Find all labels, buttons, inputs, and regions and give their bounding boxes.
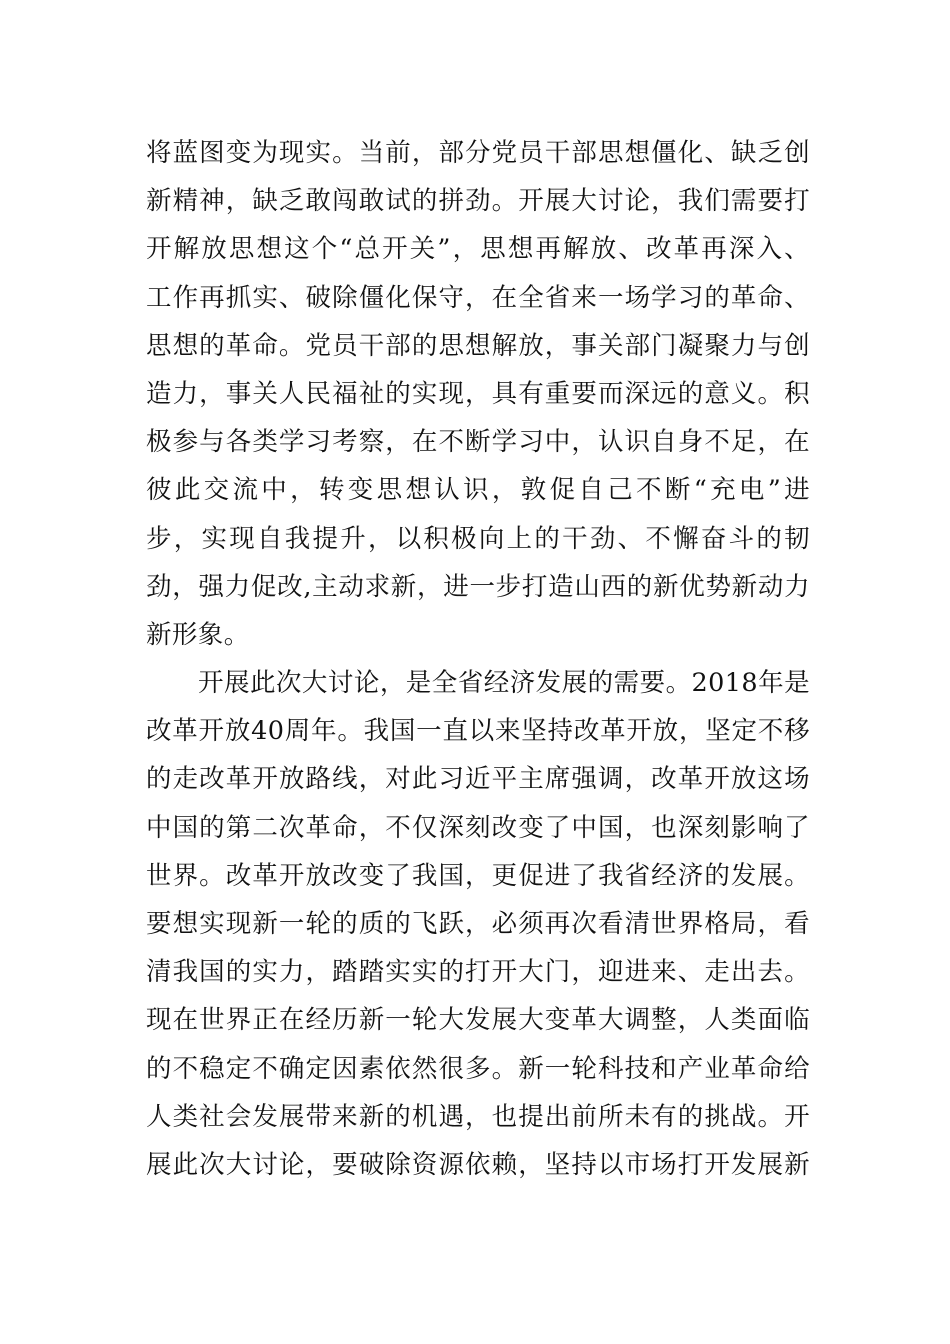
text-line: 工作再抓实、破除僵化保守，在全省来一场学习的革命、 bbox=[146, 282, 810, 313]
text-line: 开解放思想这个“总开关”，思想再解放、改革再深入、 bbox=[146, 234, 810, 265]
text-line: 步，实现自我提升，以积极向上的干劲、不懈奋斗的韧 bbox=[146, 523, 810, 554]
text-line: 造力，事关人民福祉的实现，具有重要而深远的意义。积 bbox=[146, 378, 810, 409]
text-line: 开展此次大讨论，是全省经济发展的需要。2018年是 bbox=[198, 668, 810, 699]
text-line: 世界。改革开放改变了我国，更促进了我省经济的发展。 bbox=[146, 860, 810, 891]
text-line: 劲，强力促改,主动求新，进一步打造山西的新优势新动力 bbox=[146, 571, 810, 602]
text-line: 的不稳定不确定因素依然很多。新一轮科技和产业革命给 bbox=[146, 1053, 810, 1084]
text-line: 的走改革开放路线，对此习近平主席强调，改革开放这场 bbox=[146, 764, 810, 795]
text-line: 彼此交流中，转变思想认识，敦促自己不断“充电”进 bbox=[146, 475, 810, 506]
text-line: 将蓝图变为现实。当前，部分党员干部思想僵化、缺乏创 bbox=[146, 138, 810, 168]
body-text bbox=[146, 129, 810, 1189]
text-line: 思想的革命。党员干部的思想解放，事关部门凝聚力与创 bbox=[146, 330, 810, 361]
text-line: 人类社会发展带来新的机遇，也提出前所未有的挑战。开 bbox=[146, 1101, 810, 1132]
text-line: 要想实现新一轮的质的飞跃，必须再次看清世界格局，看 bbox=[146, 909, 810, 939]
text-line: 极参与各类学习考察，在不断学习中，认识自身不足，在 bbox=[146, 427, 810, 458]
text-line: 新形象。 bbox=[146, 619, 250, 650]
text-line: 新精神，缺乏敢闯敢试的拼劲。开展大讨论，我们需要打 bbox=[146, 186, 810, 217]
text-line: 清我国的实力，踏踏实实的打开大门，迎进来、走出去。 bbox=[146, 957, 810, 988]
text-line: 展此次大讨论，要破除资源依赖，坚持以市场打开发展新 bbox=[146, 1149, 810, 1180]
text-line: 改革开放40周年。我国一直以来坚持改革开放，坚定不移 bbox=[146, 716, 810, 747]
text-line: 中国的第二次革命，不仅深刻改变了中国，也深刻影响了 bbox=[146, 812, 810, 843]
text-line: 现在世界正在经历新一轮大发展大变革大调整，人类面临 bbox=[146, 1005, 810, 1036]
